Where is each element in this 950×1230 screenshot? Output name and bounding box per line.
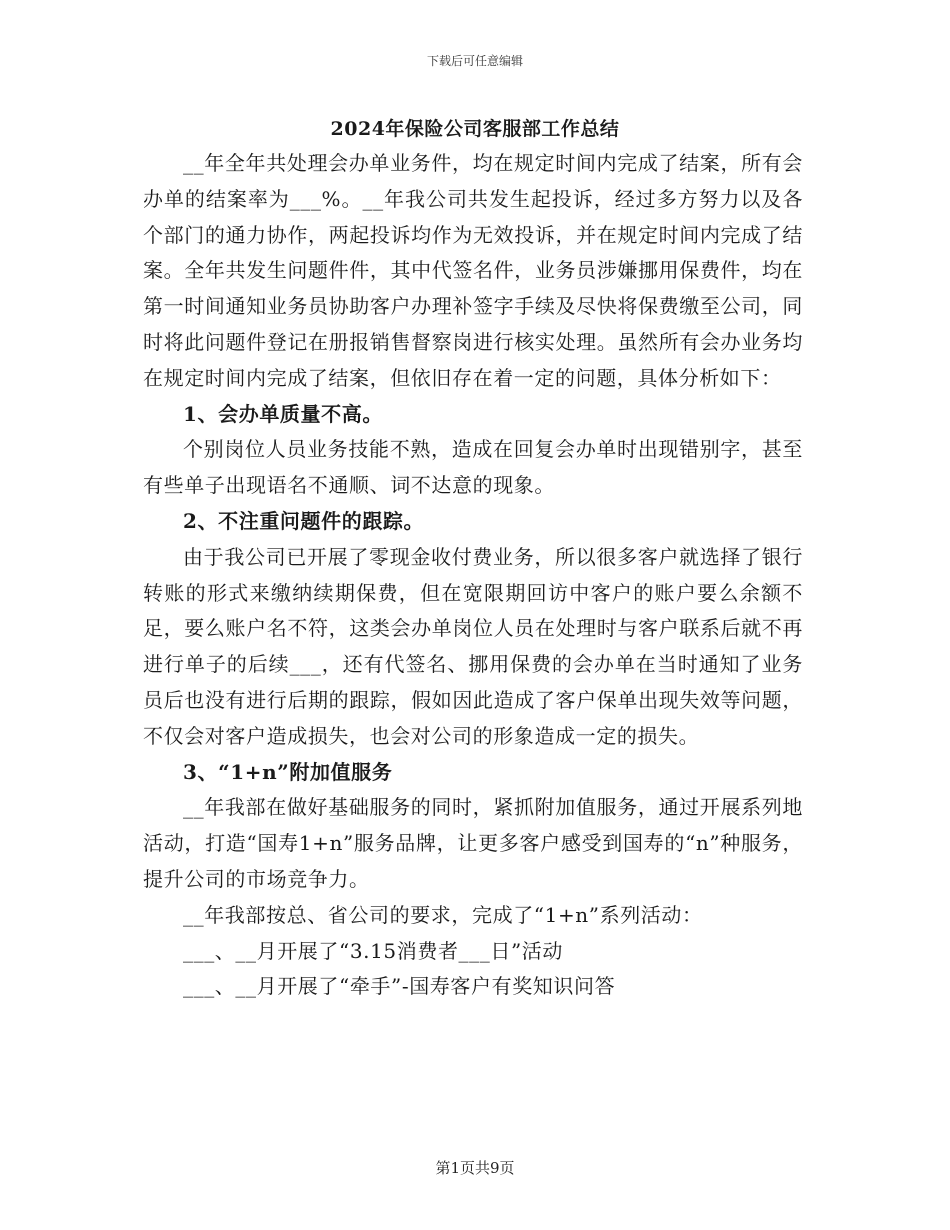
activity-item: ___、__月开展了“3.15消费者___日”活动 bbox=[183, 938, 563, 963]
paragraph-quality: 个别岗位人员业务技能不熟，造成在回复会办单时出现错别字，甚至有些单子出现语名不通顺、词不达意的现象。 bbox=[143, 437, 803, 498]
paragraph-activities-intro: __年我部按总、省公司的要求，完成了“1+n”系列活动： bbox=[183, 902, 703, 927]
document-body bbox=[143, 146, 803, 1005]
paragraph-value-added: __年我部在做好基础服务的同时，紧抓附加值服务，通过开展系列地活动，打造“国寿1+n”服务品牌，让更多客户感受到国寿的“n”种服务，提升公司的市场竞争力。 bbox=[143, 795, 803, 891]
section-heading-1: 1、会办单质量不高。 bbox=[183, 401, 383, 426]
section-heading-3: 3、“1+n”附加值服务 bbox=[183, 759, 393, 784]
paragraph-tracking: 由于我公司已开展了零现金收付费业务，所以很多客户就选择了银行转账的形式来缴纳续期保费，但在宽限期回访中客户的账户要么余额不足，要么账户名不符，这类会办单岗位人员在处理时与客户联系后就不再进行单子的后续___，还有代签名、挪用保费的会办单在当时通知了业务员后也没有进行后期的跟踪，假如因此造成了客户保单出现失效等问题，不仅会对客户造成损失，也会对公司的形象造成一定的损失。 bbox=[143, 544, 803, 748]
paragraph-summary: __年全年共处理会办单业务件，均在规定时间内完成了结案，所有会办单的结案率为___%。__年我公司共发生起投诉，经过多方努力以及各个部门的通力协作，两起投诉均作为无效投诉，并在规定时间内完成了结案。全年共发生问题件件，其中代签名件，业务员涉嫌挪用保费件，均在第一时间通知业务员协助客户办理补签字手续及尽快将保费缴至公司，同时将此问题件登记在册报销售督察岗进行核实处理。虽然所有会办业务均在规定时间内完成了结案，但依旧存在着一定的问题，具体分析如下： bbox=[143, 151, 803, 390]
page-footer: 第1页共9页 bbox=[435, 1159, 515, 1177]
document-title: 2024年保险公司客服部工作总结 bbox=[330, 118, 620, 140]
section-heading-2: 2、不注重问题件的跟踪。 bbox=[183, 508, 425, 533]
header-note: 下载后可任意编辑 bbox=[426, 54, 523, 68]
activity-item: ___、__月开展了“牵手”-国寿客户有奖知识问答 bbox=[183, 974, 616, 999]
